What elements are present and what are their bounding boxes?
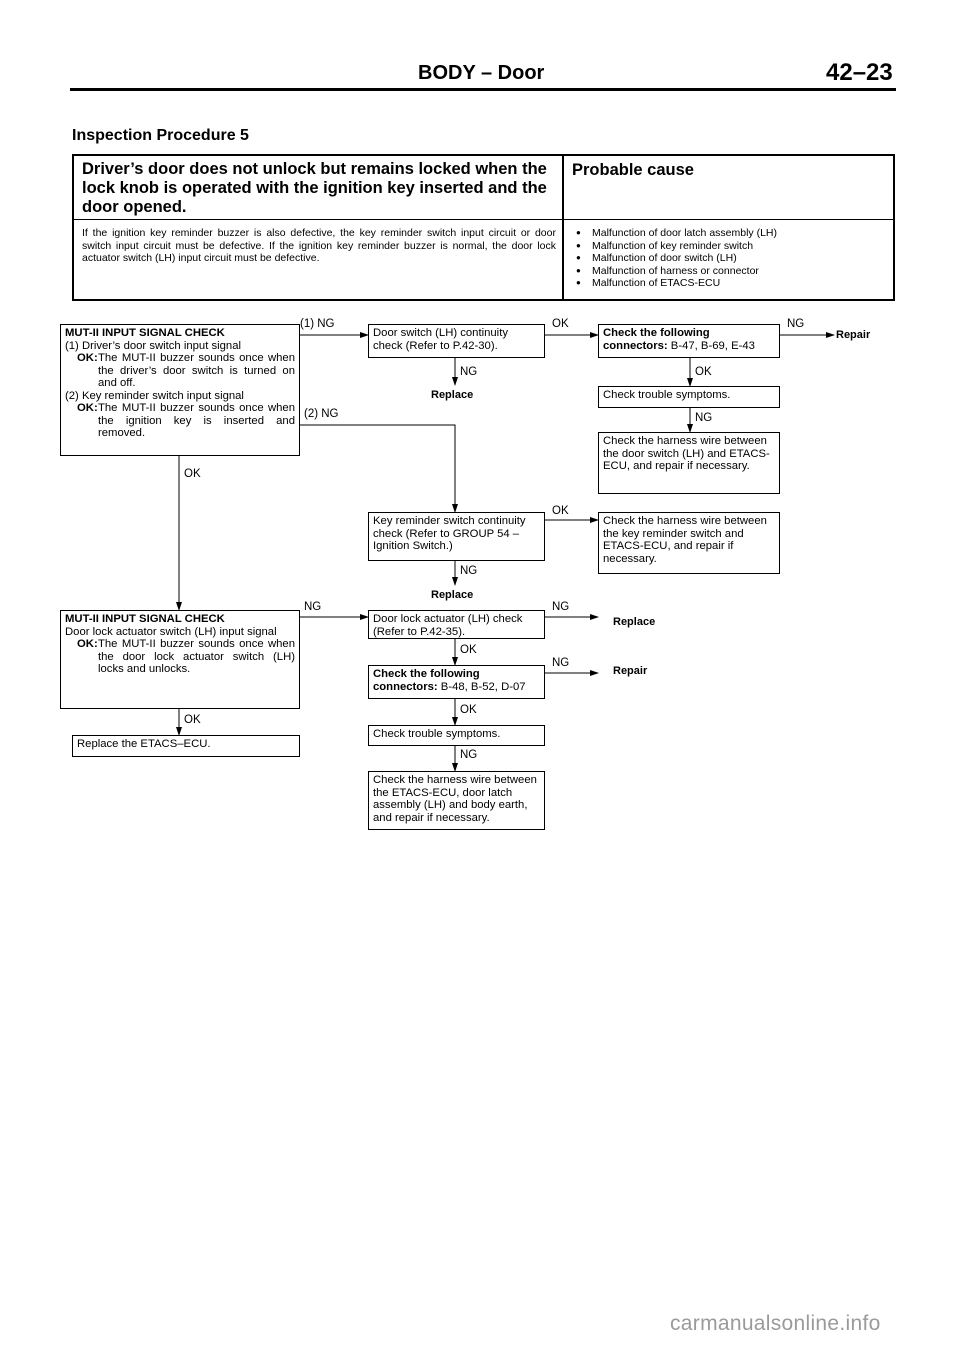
label-ok: OK	[460, 644, 477, 656]
label-ng: NG	[460, 749, 478, 761]
result-repair: Repair	[613, 665, 648, 677]
label-ng: NG	[460, 565, 478, 577]
connectors-1-list: B-47, B-69, E-43	[670, 339, 755, 352]
check-connectors-box-2	[368, 665, 545, 699]
harness-check-door-switch: Check the harness wire between the door switch (LH) and ETACS-ECU, and repair if necessary.	[598, 432, 780, 494]
label-ng: NG	[460, 366, 478, 378]
door-switch-continuity-check: Door switch (LH) continuity check (Refer to P.42-30).	[368, 324, 545, 358]
mut-input-signal-check-2	[60, 610, 300, 709]
label-ng: NG	[787, 318, 805, 330]
check-trouble-symptoms-2: Check trouble symptoms.	[368, 725, 545, 746]
cause-item: ● Malfunction of key reminder switch	[572, 240, 890, 253]
mut2-title: MUT-II INPUT SIGNAL CHECK	[65, 613, 225, 625]
cause-item: ● Malfunction of harness or connector	[572, 265, 890, 278]
harness-check-key-reminder: Check the harness wire between the key reminder switch and ETACS-ECU, and repair if necessary.	[598, 512, 780, 574]
label-ng: NG	[695, 412, 713, 424]
ok-label: OK:	[77, 352, 98, 364]
mut1-item-2: (2) Key reminder switch input signal	[65, 389, 244, 402]
symptom-title: Driver’s door does not unlock but remains locked when the lock knob is operated with the ignition key inserted and the door opened.	[82, 160, 547, 216]
result-replace: Replace	[431, 589, 474, 601]
probable-cause-heading: Probable cause	[572, 161, 694, 179]
label-ok: OK	[184, 714, 201, 726]
cause-item: ● Malfunction of ETACS-ECU	[572, 277, 890, 290]
connectors-2-list: B-48, B-52, D-07	[440, 680, 526, 693]
result-repair: Repair	[836, 329, 871, 341]
symptom-description: If the ignition key reminder buzzer is also defective, the key reminder switch input circuit or door switch input circuit must be defective. If the ignition key reminder buzzer is normal, the door lock actuator switch (LH) input circuit must be defective.	[82, 227, 556, 264]
mut1-ok-1	[65, 352, 295, 390]
label-ok: OK	[552, 505, 569, 517]
check-connectors-box-1	[598, 324, 780, 358]
connectors-1-bold: Check the following connectors:	[603, 327, 710, 352]
page-number: 42–23	[826, 59, 893, 86]
mut2-ok-text: The MUT-II buzzer sounds once when the door lock actuator switch (LH) locks and unlocks.	[98, 638, 295, 675]
mut1-ok-1-text: The MUT-II buzzer sounds once when the driver’s door switch is turned on and off.	[98, 352, 295, 389]
result-replace: Replace	[613, 616, 656, 628]
label-ok: OK	[460, 704, 477, 716]
ok-label: OK:	[77, 402, 98, 414]
label-ng: NG	[304, 601, 322, 613]
mut1-ok-2-text: The MUT-II buzzer sounds once when the ignition key is inserted and removed.	[98, 402, 295, 439]
watermark-text: carmanualsonline.info	[670, 1312, 881, 1335]
label-ng: NG	[552, 601, 570, 613]
page-header-title: BODY – Door	[418, 62, 545, 84]
harness-check-door-latch: Check the harness wire between the ETACS-ECU, door latch assembly (LH) and body earth, and repair if necessary.	[368, 771, 545, 830]
mut2-ok	[65, 638, 295, 676]
cause-item: ● Malfunction of door switch (LH)	[572, 252, 890, 265]
mut1-ok-2	[65, 402, 295, 440]
label-2-ng: (2) NG	[304, 408, 339, 420]
label-ok: OK	[552, 318, 569, 330]
mut1-item-1: (1) Driver’s door switch input signal	[65, 339, 242, 352]
arrow-mut1-to-key-reminder	[300, 425, 455, 512]
mut-input-signal-check-1	[60, 324, 300, 456]
result-replace: Replace	[431, 389, 474, 401]
check-trouble-symptoms-1: Check trouble symptoms.	[598, 386, 780, 408]
cause-item: ● Malfunction of door latch assembly (LH)	[572, 227, 890, 240]
mut1-title: MUT-II INPUT SIGNAL CHECK	[65, 327, 225, 339]
section-title: Inspection Procedure 5	[72, 127, 249, 144]
label-ok: OK	[695, 366, 712, 378]
door-lock-actuator-check: Door lock actuator (LH) check (Refer to P.42-35).	[368, 610, 545, 639]
ok-label: OK:	[77, 638, 98, 650]
replace-etacs-ecu: Replace the ETACS–ECU.	[72, 735, 300, 757]
connectors-2-bold: Check the following connectors:	[373, 668, 480, 693]
key-reminder-switch-check: Key reminder switch continuity check (Refer to GROUP 54 – Ignition Switch.)	[368, 512, 545, 561]
label-ok: OK	[184, 468, 201, 480]
label-1-ng: (1) NG	[300, 318, 335, 330]
label-ng: NG	[552, 657, 570, 669]
mut2-item: Door lock actuator switch (LH) input signal	[65, 625, 277, 638]
